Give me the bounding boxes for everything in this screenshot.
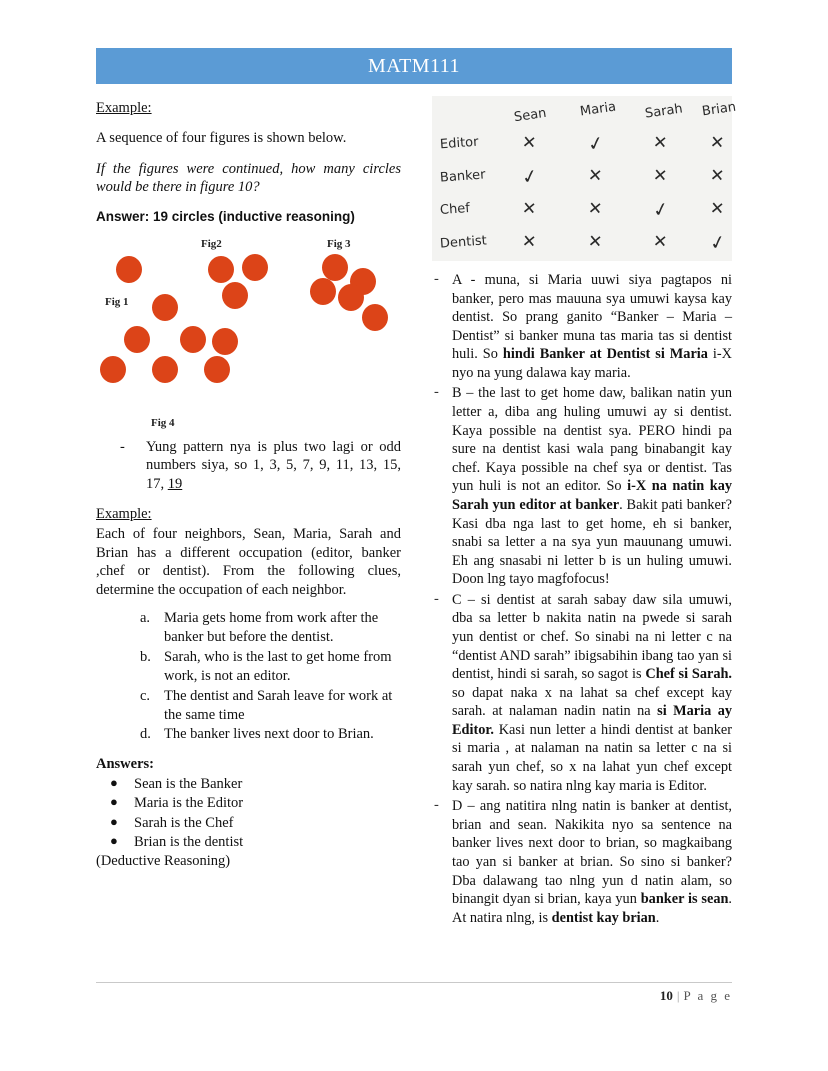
- grid-column-header: Brian: [701, 99, 737, 120]
- bullet-icon: ●: [110, 832, 118, 848]
- answer-item: [110, 833, 401, 852]
- figure-label-1: Fig 1: [105, 295, 129, 308]
- answer-item-text: Brian is the dentist: [134, 833, 244, 850]
- grid-check-mark: ✓: [519, 164, 541, 190]
- grid-column-header: Sarah: [644, 101, 684, 122]
- explanation-text: [452, 797, 732, 927]
- answer-item-text: Sean is the Banker: [134, 776, 243, 793]
- explanation-text: [452, 271, 732, 382]
- answer-value: 19 circles (inductive reasoning): [153, 208, 355, 224]
- sequence-question-text: If the figures were continued, how many circles would be there in figure 10?: [96, 160, 401, 196]
- figure-sequence-diagram: [96, 234, 401, 434]
- emphasis-text: Chef si Sarah.: [645, 666, 733, 683]
- explanation-item-c: [432, 591, 732, 795]
- grid-cross-mark: ✕: [521, 132, 538, 154]
- plain-text: . At natira nlng, is: [452, 891, 732, 926]
- grid-column-header: Sean: [513, 105, 548, 126]
- figure-circle: [124, 326, 150, 353]
- explanation-list: [432, 271, 732, 927]
- plain-text: i-X nyo na yung dalawa kay maria.: [452, 346, 732, 381]
- reasoning-type-label: (Deductive Reasoning): [96, 852, 231, 869]
- figure-circle: [100, 356, 126, 383]
- dash-marker: -: [434, 590, 439, 607]
- plain-text: A - muna, si Maria uuwi siya pagtapos ni banker, pero mas mauuna sya umuwi kaysa kay dentist. So prang ganito “Banker – Maria – Dentist” si banker muna tas maria tas si dentist huli. So: [452, 272, 732, 363]
- figure-circle: [208, 256, 234, 283]
- answer-item-text: Sarah is the Chef: [134, 814, 234, 831]
- figure-circle: [116, 256, 142, 283]
- grid-row-header: Dentist: [439, 233, 488, 252]
- figure-circle: [310, 278, 336, 305]
- pattern-note-list: [96, 438, 401, 495]
- clue-item: [140, 687, 401, 725]
- figure-circle: [222, 282, 248, 309]
- bullet-icon: ●: [110, 775, 118, 791]
- page-title: MATM111: [367, 54, 461, 77]
- answer-item-text: Maria is the Editor: [134, 795, 244, 812]
- figure-circle: [242, 254, 268, 281]
- clue-marker: d.: [140, 726, 151, 743]
- grid-cross-mark: ✕: [587, 165, 604, 187]
- plain-text: Kasi nun letter a hindi dentist at banker si maria , at nalaman na natin sa letter c na si sarah yun chef, so x na lahat yun chef except kay sarah. so natira nlng kay maria is Editor.: [452, 721, 732, 794]
- emphasis-text: si Maria ay Editor.: [452, 703, 732, 738]
- neighbors-problem-text: Each of four neighbors, Sean, Maria, Sarah and Brian has a different occupation (editor, banker ,chef or dentist). From the following clues, determine the occupation of each neighbor.: [96, 526, 401, 598]
- grid-check-mark: ✓: [585, 131, 607, 157]
- grid-cross-mark: ✕: [521, 231, 538, 253]
- sequence-answer-line: [96, 209, 401, 224]
- answer-item: [110, 794, 401, 813]
- clue-text: The dentist and Sarah leave for work at the same time: [164, 687, 393, 723]
- explanation-text: [452, 591, 732, 795]
- explanation-item-d: [432, 797, 732, 927]
- plain-text: C – si dentist at sarah sabay daw sila umuwi, dba sa letter b nakita natin na pwede si sarah yun dentist or chef. So sinabi na ni letter c na “dentist AND sarah” ibigsabihin ibang tao yan si dentist, hindi si sarah, so sagot is: [452, 591, 732, 683]
- figure-circle: [180, 326, 206, 353]
- grid-cross-mark: ✕: [652, 132, 669, 154]
- plain-text: D – ang natitira nlng natin is banker at dentist, brian and sean. Nakikita nyo sa sentence na banker lives next door to brian, so magkaibang tao yan si banker at brian. So sino si banker? Dba dalawang tao nlng yun d natin alam, so binangit dyan si brian, kaya yun: [452, 798, 732, 908]
- grid-row-header: Chef: [439, 200, 471, 219]
- plain-text: so dapat naka x na lahat sa chef except kay sarah. at nalaman nadin natin na: [452, 684, 732, 720]
- figure-circle: [362, 304, 388, 331]
- clue-list: [96, 609, 401, 744]
- grid-cross-mark: ✕: [652, 165, 669, 187]
- answer-label: Answer:: [96, 208, 150, 224]
- grid-cross-mark: ✕: [709, 198, 726, 220]
- answer-item: [110, 775, 401, 794]
- answers-heading: Answers:: [96, 756, 154, 773]
- emphasis-text: i-X na natin kay Sarah yun editor at banker: [452, 478, 732, 513]
- figure-circle: [204, 356, 230, 383]
- grid-column-header: Maria: [579, 99, 617, 120]
- dash-marker: -: [120, 438, 125, 455]
- footer-separator: |: [676, 988, 680, 1003]
- bullet-icon: ●: [110, 794, 118, 810]
- grid-cross-mark: ✕: [709, 132, 726, 154]
- grid-cross-mark: ✕: [652, 231, 669, 253]
- emphasis-text: hindi Banker at Dentist si Maria: [502, 346, 708, 363]
- grid-cross-mark: ✕: [587, 231, 604, 253]
- footer-divider: [96, 982, 732, 983]
- right-column: [432, 96, 737, 929]
- clue-marker: c.: [140, 687, 151, 704]
- clue-marker: b.: [140, 649, 151, 666]
- answers-list: [96, 775, 401, 852]
- clue-item: [140, 725, 401, 744]
- plain-text: B – the last to get home daw, balikan natin yun letter a, diba ang huling umuwi ay si dentist. Kaya possible na dentist sya. PERO hindi pa sure na dentist kasi wala pang binabangit kay chef. Kaya possible na chef sya or dentist. Tas yun huli is not an editor. So: [452, 385, 732, 495]
- dash-marker: -: [434, 271, 439, 287]
- explanation-text: [452, 384, 732, 588]
- grid-check-mark: ✓: [707, 230, 729, 256]
- plain-text: . Bakit pati banker? Kasi dba nga last to get home, eh si banker, snabi sa letter a na sya yun mauunang umuwi. Eh ang snasabi ni letter b is un huling umuwi. Doon lng tayo magfofocus!: [452, 496, 733, 588]
- figure-circle: [322, 254, 348, 281]
- emphasis-text: dentist kay brian: [551, 909, 656, 926]
- clue-text: Sarah, who is the last to get home from work, is not an editor.: [164, 649, 392, 684]
- pattern-note-underlined-value: 19: [167, 476, 183, 493]
- grid-row-header: Editor: [439, 134, 479, 153]
- grid-cross-mark: ✕: [709, 165, 726, 187]
- handwritten-occupation-grid: [432, 96, 737, 261]
- figure-circle: [212, 328, 238, 355]
- clue-marker: a.: [140, 610, 151, 627]
- bullet-icon: ●: [110, 813, 118, 829]
- figure-circle: [152, 356, 178, 383]
- clue-item: [140, 609, 401, 647]
- emphasis-text: banker is sean: [640, 891, 729, 908]
- grid-row-header: Banker: [439, 167, 487, 186]
- figure-circle: [152, 294, 178, 321]
- clue-text: The banker lives next door to Brian.: [164, 726, 374, 743]
- example-2-heading: Example:: [96, 506, 152, 523]
- plain-text: .: [655, 909, 660, 926]
- sequence-intro-text: A sequence of four figures is shown below.: [96, 130, 347, 146]
- figure-circle: [338, 284, 364, 311]
- pattern-note-item: [96, 438, 401, 495]
- grid-check-mark: ✓: [650, 197, 672, 223]
- left-column: [96, 100, 401, 870]
- page-footer: [660, 988, 732, 1004]
- explanation-item-a: [432, 271, 732, 382]
- figure-label-3: Fig 3: [327, 237, 351, 250]
- pattern-note-text: Yung pattern nya is plus two lagi or odd numbers siya, so 1, 3, 5, 7, 9, 11, 13, 15, 17,: [146, 438, 401, 493]
- footer-page-number: 10: [659, 988, 673, 1003]
- answer-item: [110, 814, 401, 833]
- figure-label-2: Fig2: [201, 237, 222, 250]
- document-header-banner: [96, 48, 732, 84]
- grid-cross-mark: ✕: [587, 198, 604, 220]
- grid-cross-mark: ✕: [521, 198, 538, 220]
- clue-text: Maria gets home from work after the banker but before the dentist.: [164, 610, 379, 646]
- footer-page-word: P a g e: [683, 988, 732, 1003]
- figure-label-4: Fig 4: [151, 416, 175, 429]
- example-1-heading: Example:: [96, 100, 152, 116]
- clue-item: [140, 648, 401, 686]
- dash-marker: -: [434, 384, 439, 401]
- dash-marker: -: [434, 797, 439, 814]
- explanation-item-b: [432, 384, 732, 588]
